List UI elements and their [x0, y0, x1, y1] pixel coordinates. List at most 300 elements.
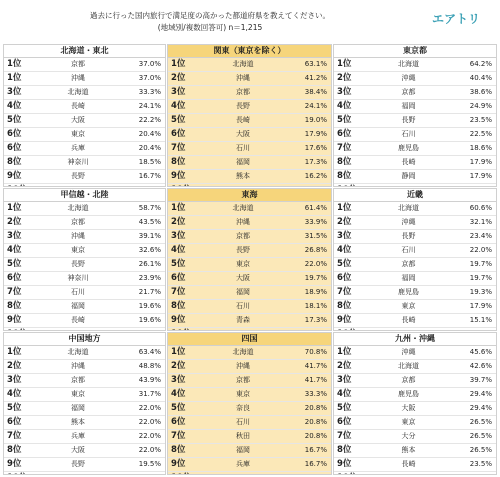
prefecture-name: 大阪: [236, 274, 250, 282]
percentage-value: [281, 472, 331, 475]
region-title: 中国地方: [4, 333, 165, 346]
ranking-row: [168, 72, 331, 86]
ranking-row: [168, 472, 331, 475]
ranking-row: [334, 216, 496, 230]
prefecture-name: 京都: [236, 88, 250, 96]
ranking-row: [168, 430, 331, 444]
percentage-value: [446, 472, 496, 475]
prefecture-name: 北海道: [67, 348, 89, 356]
region-panel: [333, 188, 497, 331]
survey-question: 過去に行った国内旅行で満足度の高かった都道府県を教えてください。: [90, 11, 330, 20]
prefecture-name: 福岡: [236, 158, 250, 166]
rank-label: 8位: [337, 171, 352, 181]
prefecture-name: 大阪: [236, 130, 250, 138]
percentage-value: 63.4%: [138, 348, 161, 356]
rank-label: 1位: [337, 59, 352, 69]
prefecture-name: 大阪: [71, 116, 85, 124]
ranking-row: [4, 128, 165, 142]
percentage-value: 64.2%: [469, 60, 492, 68]
ranking-row: [4, 258, 165, 272]
rank-label: 3位: [337, 231, 352, 241]
rank-label: 6位: [171, 129, 186, 139]
percentage-value: 22.0%: [138, 432, 161, 440]
percentage-value: 20.8%: [304, 432, 327, 440]
prefecture-name: 石川: [401, 130, 416, 138]
rank-label: 3位: [171, 87, 186, 97]
percentage-value: 20.8%: [304, 418, 327, 426]
ranking-row: [334, 170, 496, 184]
ranking-row: [334, 430, 496, 444]
rank-label: 7位: [7, 431, 22, 441]
ranking-row: [334, 142, 496, 156]
rank-label: 2位: [171, 73, 186, 83]
ranking-row: [168, 402, 331, 416]
region-panel: [3, 332, 166, 475]
prefecture-name: 長崎: [401, 158, 416, 166]
prefecture-name: 奈良: [236, 404, 250, 412]
rank-label: 4位: [337, 101, 352, 111]
prefecture-name: 沖縄: [401, 348, 416, 356]
prefecture-name: 鹿児島: [398, 390, 419, 398]
rank-label: [334, 328, 371, 331]
rank-label: 4位: [171, 101, 186, 111]
rank-label: 8位: [7, 157, 22, 167]
percentage-value: 33.3%: [304, 390, 327, 398]
rank-label: 4位: [337, 245, 352, 255]
prefecture-name: [205, 328, 281, 331]
ranking-row: [334, 374, 496, 388]
ranking-row: [4, 300, 165, 314]
ranking-row: [4, 86, 165, 100]
ranking-row: [4, 314, 165, 328]
ranking-row: [4, 458, 165, 472]
rank-label: 6位: [171, 417, 186, 427]
rank-label: 7位: [171, 431, 186, 441]
ranking-row: [168, 444, 331, 458]
ranking-row: [168, 314, 331, 328]
percentage-value: 19.7%: [469, 274, 492, 282]
percentage-value: 19.6%: [138, 302, 161, 310]
percentage-value: 22.0%: [138, 418, 161, 426]
ranking-row: [334, 388, 496, 402]
rank-label: 8位: [337, 445, 352, 455]
ranking-row: [168, 458, 331, 472]
percentage-value: 16.2%: [304, 172, 327, 180]
prefecture-name: 北海道: [67, 204, 89, 212]
percentage-value: 43.5%: [138, 218, 161, 226]
percentage-value: 17.9%: [304, 130, 327, 138]
ranking-row: [4, 202, 165, 216]
percentage-value: 37.0%: [138, 74, 161, 82]
percentage-value: [281, 328, 331, 331]
prefecture-name: 大阪: [401, 404, 416, 412]
rank-label: [4, 328, 41, 331]
percentage-value: 23.5%: [469, 460, 492, 468]
rank-label: 6位: [7, 129, 22, 139]
prefecture-name: [371, 472, 446, 475]
prefecture-name: 京都: [71, 60, 85, 68]
rank-label: 1位: [171, 203, 186, 213]
prefecture-name: 石川: [401, 246, 416, 254]
prefecture-name: 石川: [71, 288, 85, 296]
percentage-value: 15.1%: [469, 316, 492, 324]
ranking-row: [168, 128, 331, 142]
ranking-row: [168, 244, 331, 258]
percentage-value: 17.3%: [304, 316, 327, 324]
rank-label: 8位: [337, 157, 352, 167]
rank-label: 2位: [7, 217, 22, 227]
percentage-value: 61.4%: [304, 204, 327, 212]
rank-label: 1位: [7, 59, 22, 69]
prefecture-name: [371, 328, 446, 331]
percentage-value: 23.5%: [469, 116, 492, 124]
prefecture-name: 熊本: [236, 172, 250, 180]
prefecture-name: 沖縄: [236, 74, 250, 82]
rank-label: 3位: [337, 375, 352, 385]
region-panel: [3, 188, 166, 331]
ranking-row: [334, 72, 496, 86]
percentage-value: 48.8%: [138, 362, 161, 370]
ranking-row: [168, 184, 331, 187]
ranking-row: [4, 360, 165, 374]
brand-logo: エアトリ: [431, 12, 480, 26]
percentage-value: 16.7%: [138, 172, 161, 180]
ranking-row: [4, 114, 165, 128]
percentage-value: [446, 328, 496, 331]
rank-label: 3位: [171, 375, 186, 385]
region-title: 関東（東京を除く）: [168, 45, 331, 58]
percentage-value: 37.0%: [138, 60, 161, 68]
rank-label: 6位: [7, 143, 22, 153]
percentage-value: 39.7%: [469, 376, 492, 384]
ranking-row: [334, 360, 496, 374]
prefecture-name: 北海道: [398, 60, 419, 68]
percentage-value: 24.9%: [469, 102, 492, 110]
ranking-row: [168, 360, 331, 374]
percentage-value: 60.6%: [469, 204, 492, 212]
rank-label: 4位: [171, 245, 186, 255]
rank-label: 9位: [171, 315, 186, 325]
prefecture-name: 京都: [71, 218, 85, 226]
ranking-row: [334, 314, 496, 328]
ranking-row: [334, 86, 496, 100]
ranking-row: [168, 286, 331, 300]
percentage-value: 17.9%: [469, 302, 492, 310]
header: [0, 0, 500, 44]
percentage-value: 19.7%: [469, 260, 492, 268]
ranking-row: [4, 72, 165, 86]
percentage-value: 32.6%: [138, 246, 161, 254]
rank-label: 5位: [337, 259, 352, 269]
percentage-value: 18.1%: [304, 302, 327, 310]
rank-label: 6位: [7, 273, 22, 283]
ranking-row: [334, 444, 496, 458]
prefecture-name: 京都: [401, 260, 416, 268]
prefecture-name: 沖縄: [71, 232, 85, 240]
percentage-value: 17.6%: [304, 144, 327, 152]
rank-label: 9位: [337, 459, 352, 469]
rank-label: 5位: [171, 115, 186, 125]
prefecture-name: 鹿児島: [398, 144, 419, 152]
percentage-value: [281, 184, 331, 187]
rank-label: 8位: [171, 157, 186, 167]
percentage-value: 22.0%: [138, 446, 161, 454]
percentage-value: 22.0%: [469, 246, 492, 254]
rank-label: 6位: [7, 417, 22, 427]
prefecture-name: 長崎: [71, 316, 85, 324]
ranking-row: [334, 184, 496, 187]
ranking-row: [334, 458, 496, 472]
prefecture-name: [41, 328, 115, 331]
rank-label: 2位: [337, 73, 352, 83]
ranking-row: [4, 402, 165, 416]
prefecture-name: 青森: [236, 316, 250, 324]
ranking-row: [168, 86, 331, 100]
ranking-row: [168, 388, 331, 402]
percentage-value: 32.1%: [469, 218, 492, 226]
ranking-row: [168, 230, 331, 244]
ranking-row: [4, 170, 165, 184]
percentage-value: 29.4%: [469, 390, 492, 398]
rank-label: 9位: [7, 459, 22, 469]
percentage-value: 31.7%: [138, 390, 161, 398]
percentage-value: 23.4%: [469, 232, 492, 240]
ranking-row: [334, 128, 496, 142]
ranking-row: [334, 100, 496, 114]
prefecture-name: 神奈川: [67, 274, 89, 282]
prefecture-name: 福岡: [236, 446, 250, 454]
ranking-row: [4, 444, 165, 458]
rank-label: 5位: [337, 403, 352, 413]
prefecture-name: [41, 184, 115, 187]
prefecture-name: 秋田: [236, 432, 250, 440]
prefecture-name: 京都: [401, 376, 416, 384]
ranking-row: [334, 286, 496, 300]
prefecture-name: 石川: [236, 144, 250, 152]
percentage-value: 16.7%: [304, 446, 327, 454]
percentage-value: 26.5%: [469, 418, 492, 426]
rank-label: 1位: [171, 347, 186, 357]
ranking-row: [334, 300, 496, 314]
prefecture-name: 沖縄: [401, 74, 416, 82]
percentage-value: 33.3%: [138, 88, 161, 96]
ranking-row: [334, 416, 496, 430]
ranking-row: [334, 328, 496, 331]
percentage-value: 16.7%: [304, 460, 327, 468]
percentage-value: [115, 328, 165, 331]
rank-label: 2位: [7, 361, 22, 371]
percentage-value: 38.4%: [304, 88, 327, 96]
prefecture-name: 北海道: [67, 88, 89, 96]
ranking-row: [334, 202, 496, 216]
prefecture-name: 福岡: [71, 302, 85, 310]
rank-label: 5位: [7, 115, 22, 125]
rank-label: 5位: [7, 403, 22, 413]
ranking-row: [4, 272, 165, 286]
percentage-value: 19.7%: [304, 274, 327, 282]
percentage-value: 21.7%: [138, 288, 161, 296]
percentage-value: 18.6%: [469, 144, 492, 152]
rank-label: 3位: [337, 87, 352, 97]
percentage-value: 17.9%: [469, 172, 492, 180]
prefecture-name: 福岡: [401, 102, 416, 110]
prefecture-name: 京都: [71, 376, 85, 384]
ranking-row: [334, 258, 496, 272]
ranking-row: [334, 58, 496, 72]
prefecture-name: 沖縄: [71, 74, 85, 82]
ranking-row: [168, 328, 331, 331]
ranking-row: [4, 230, 165, 244]
percentage-value: 20.4%: [138, 130, 161, 138]
percentage-value: 38.6%: [469, 88, 492, 96]
percentage-value: 41.7%: [304, 376, 327, 384]
ranking-row: [4, 388, 165, 402]
region-title: 北海道・東北: [4, 45, 165, 58]
prefecture-name: 北海道: [232, 204, 254, 212]
prefecture-name: 石川: [236, 302, 250, 310]
prefecture-name: 京都: [401, 88, 416, 96]
rank-label: [334, 472, 371, 475]
percentage-value: [446, 184, 496, 187]
ranking-row: [4, 286, 165, 300]
prefecture-name: 長崎: [401, 316, 416, 324]
percentage-value: 19.0%: [304, 116, 327, 124]
ranking-row: [168, 416, 331, 430]
prefecture-name: 石川: [236, 418, 250, 426]
ranking-row: [4, 142, 165, 156]
prefecture-name: [41, 472, 115, 475]
prefecture-name: 長野: [71, 172, 85, 180]
rank-label: [168, 472, 205, 475]
rank-label: 9位: [7, 315, 22, 325]
percentage-value: 31.5%: [304, 232, 327, 240]
prefecture-name: 兵庫: [236, 460, 250, 468]
ranking-row: [4, 58, 165, 72]
prefecture-name: 長野: [401, 116, 416, 124]
ranking-row: [168, 156, 331, 170]
percentage-value: 70.8%: [304, 348, 327, 356]
percentage-value: 40.4%: [469, 74, 492, 82]
prefecture-name: 長崎: [71, 102, 85, 110]
ranking-row: [168, 346, 331, 360]
prefecture-name: 東京: [236, 390, 250, 398]
prefecture-name: 長野: [236, 102, 250, 110]
rank-label: 9位: [171, 459, 186, 469]
rank-label: 4位: [7, 101, 22, 111]
ranking-row: [4, 416, 165, 430]
rank-label: 2位: [171, 217, 186, 227]
ranking-row: [4, 430, 165, 444]
percentage-value: [115, 472, 165, 475]
percentage-value: 58.7%: [138, 204, 161, 212]
ranking-row: [168, 114, 331, 128]
percentage-value: 19.3%: [469, 288, 492, 296]
rank-label: 2位: [171, 361, 186, 371]
ranking-row: [4, 346, 165, 360]
percentage-value: 22.0%: [304, 260, 327, 268]
rank-label: 7位: [337, 287, 352, 297]
ranking-row: [168, 258, 331, 272]
rank-label: 4位: [7, 245, 22, 255]
prefecture-name: [205, 184, 281, 187]
rank-label: 8位: [171, 445, 186, 455]
rank-label: 1位: [7, 203, 22, 213]
prefecture-name: 長野: [71, 460, 85, 468]
percentage-value: 42.6%: [469, 362, 492, 370]
ranking-row: [168, 216, 331, 230]
prefecture-name: 大分: [401, 432, 416, 440]
prefecture-name: 北海道: [398, 204, 419, 212]
rank-label: 4位: [171, 389, 186, 399]
percentage-value: 22.2%: [138, 116, 161, 124]
prefecture-name: 長崎: [401, 460, 416, 468]
prefecture-name: 福岡: [401, 274, 416, 282]
region-title: 甲信越・北陸: [4, 189, 165, 202]
rank-label: 6位: [171, 273, 186, 283]
region-panel: [167, 332, 332, 475]
ranking-row: [4, 374, 165, 388]
percentage-value: 24.1%: [304, 102, 327, 110]
prefecture-name: 熊本: [71, 418, 85, 426]
percentage-value: 26.1%: [138, 260, 161, 268]
region-title: 東京都: [334, 45, 496, 58]
prefecture-name: 東京: [71, 246, 85, 254]
ranking-row: [334, 472, 496, 475]
ranking-row: [4, 100, 165, 114]
percentage-value: 20.8%: [304, 404, 327, 412]
percentage-value: 23.9%: [138, 274, 161, 282]
ranking-row: [168, 58, 331, 72]
ranking-row: [334, 156, 496, 170]
ranking-row: [334, 346, 496, 360]
rank-label: 9位: [7, 171, 22, 181]
rank-label: 8位: [171, 301, 186, 311]
rank-label: 2位: [337, 361, 352, 371]
percentage-value: 63.1%: [304, 60, 327, 68]
prefecture-name: 沖縄: [236, 362, 250, 370]
percentage-value: 41.7%: [304, 362, 327, 370]
percentage-value: 18.5%: [138, 158, 161, 166]
percentage-value: 19.6%: [138, 316, 161, 324]
prefecture-name: 東京: [71, 130, 85, 138]
rank-label: 1位: [171, 59, 186, 69]
region-panel: [167, 188, 332, 331]
prefecture-name: 大阪: [71, 446, 85, 454]
region-panel: [333, 44, 497, 187]
prefecture-name: 沖縄: [401, 218, 416, 226]
rank-label: 7位: [7, 287, 22, 297]
prefecture-name: 東京: [71, 390, 85, 398]
rank-label: 5位: [337, 115, 352, 125]
prefecture-name: 北海道: [232, 348, 254, 356]
rank-label: 8位: [7, 445, 22, 455]
prefecture-name: 熊本: [401, 446, 416, 454]
prefecture-name: 東京: [401, 418, 416, 426]
ranking-grid: [3, 44, 497, 475]
rank-label: 6位: [337, 273, 352, 283]
region-panel: [167, 44, 332, 187]
ranking-row: [4, 216, 165, 230]
prefecture-name: 長野: [236, 246, 250, 254]
prefecture-name: 沖縄: [71, 362, 85, 370]
rank-label: 7位: [171, 143, 186, 153]
percentage-value: 20.4%: [138, 144, 161, 152]
prefecture-name: 長野: [401, 232, 416, 240]
percentage-value: 26.5%: [469, 446, 492, 454]
prefecture-name: 兵庫: [71, 432, 85, 440]
prefecture-name: 北海道: [398, 362, 419, 370]
prefecture-name: 鹿児島: [398, 288, 419, 296]
